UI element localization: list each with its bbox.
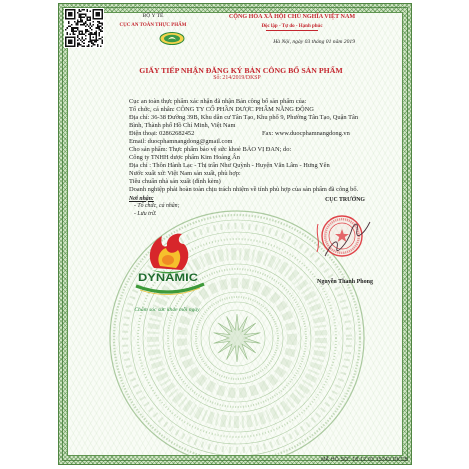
signatory-title: CỤC TRƯỞNG: [325, 197, 365, 203]
manufacturer-address-line: Địa chỉ : Thôn Hành Lạc - Thị trấn Như Quỳnh - Huyện Văn Lâm - Hưng Yên: [129, 162, 330, 169]
rooster-flame-logo-icon: [130, 226, 210, 301]
organization-line: Tổ chức, cá nhân: CÔNG TY CỔ PHẦN DƯỢC PHẨM NĂNG ĐỘNG: [129, 106, 314, 113]
certificate-body: [129, 98, 358, 194]
file-code: MÃ HỒ SƠ: 18.12.03.15243.DKCB: [321, 456, 408, 463]
national-motto: Độc lập - Tự do - Hạnh phúc: [261, 24, 323, 30]
motto-underline: [266, 30, 318, 31]
manufacturer-line: Công ty TNHH dược phẩm Kim Hoàng Ân: [129, 154, 240, 161]
qr-code: [64, 8, 104, 48]
issue-date: Hà Nội, ngày 03 tháng 01 năm 2019: [273, 39, 355, 45]
document-number: Số: 214/2019/DKSP: [213, 75, 261, 81]
fax-text: Fax: www.duocphamnangdong.vn: [262, 130, 350, 137]
official-seal-icon: [313, 210, 375, 268]
country-name: CỘNG HÒA XÃ HỘI CHỦ NGHĨA VIỆT NAM: [228, 14, 356, 21]
recipient-item: - Lưu trữ.: [134, 210, 157, 217]
food-safety-emblem-icon: [158, 31, 186, 46]
contact-line: [129, 130, 358, 138]
origin-line: Nước xuất xứ: Việt Nam sản xuất, phù hợp:: [129, 170, 241, 177]
qr-code-icon: [65, 9, 103, 47]
document-title: GIẤY TIẾP NHẬN ĐĂNG KÝ BẢN CÔNG BỐ SẢN PHẨM: [139, 66, 343, 75]
product-line: Cho sản phẩm: Thực phẩm bảo vệ sức khoẻ BẢO VỊ ĐAN; do:: [129, 146, 292, 153]
standard-line: Tiêu chuẩn nhà sản xuất (đính kèm): [129, 178, 221, 185]
recipients-heading: Nơi nhận:: [129, 195, 154, 202]
recipient-item: - Tổ chức, cá nhân;: [134, 203, 180, 210]
signatory-name: Nguyễn Thanh Phong: [317, 278, 373, 285]
drum-star: [214, 314, 261, 362]
address-line-2: Bình, Thành phố Hồ Chí Minh, Việt Nam: [129, 122, 236, 129]
recipients-block: [129, 196, 180, 219]
address-line-1: Địa chỉ: 36-38 Đường 39B, Khu dân cư Tân Tạo, Khu phố 9, Phường Tân Tạo, Quận Tân: [129, 114, 359, 121]
phone-text: Điện thoại: 02862682452: [129, 130, 195, 137]
logo-slogan: Chăm sóc sức khỏe mỗi ngày: [134, 306, 200, 313]
email-line: Email: duocphamnangdong@gmail.com: [129, 138, 233, 145]
agency-name: CỤC AN TOÀN THỰC PHẨM: [119, 22, 187, 28]
responsibility-line: Doanh nghiệp phải hoàn toàn chịu trách nhiệm về tính phù hợp của sản phẩm đã công bố.: [129, 186, 359, 193]
logo-brand-text: DYNAMIC: [138, 272, 199, 284]
intro-line: Cục an toàn thực phẩm xác nhận đã nhận Bản công bố sản phẩm của:: [129, 98, 307, 105]
qr-code-modules: [65, 9, 103, 47]
ministry-name: BỘ Y TẾ: [142, 13, 164, 20]
